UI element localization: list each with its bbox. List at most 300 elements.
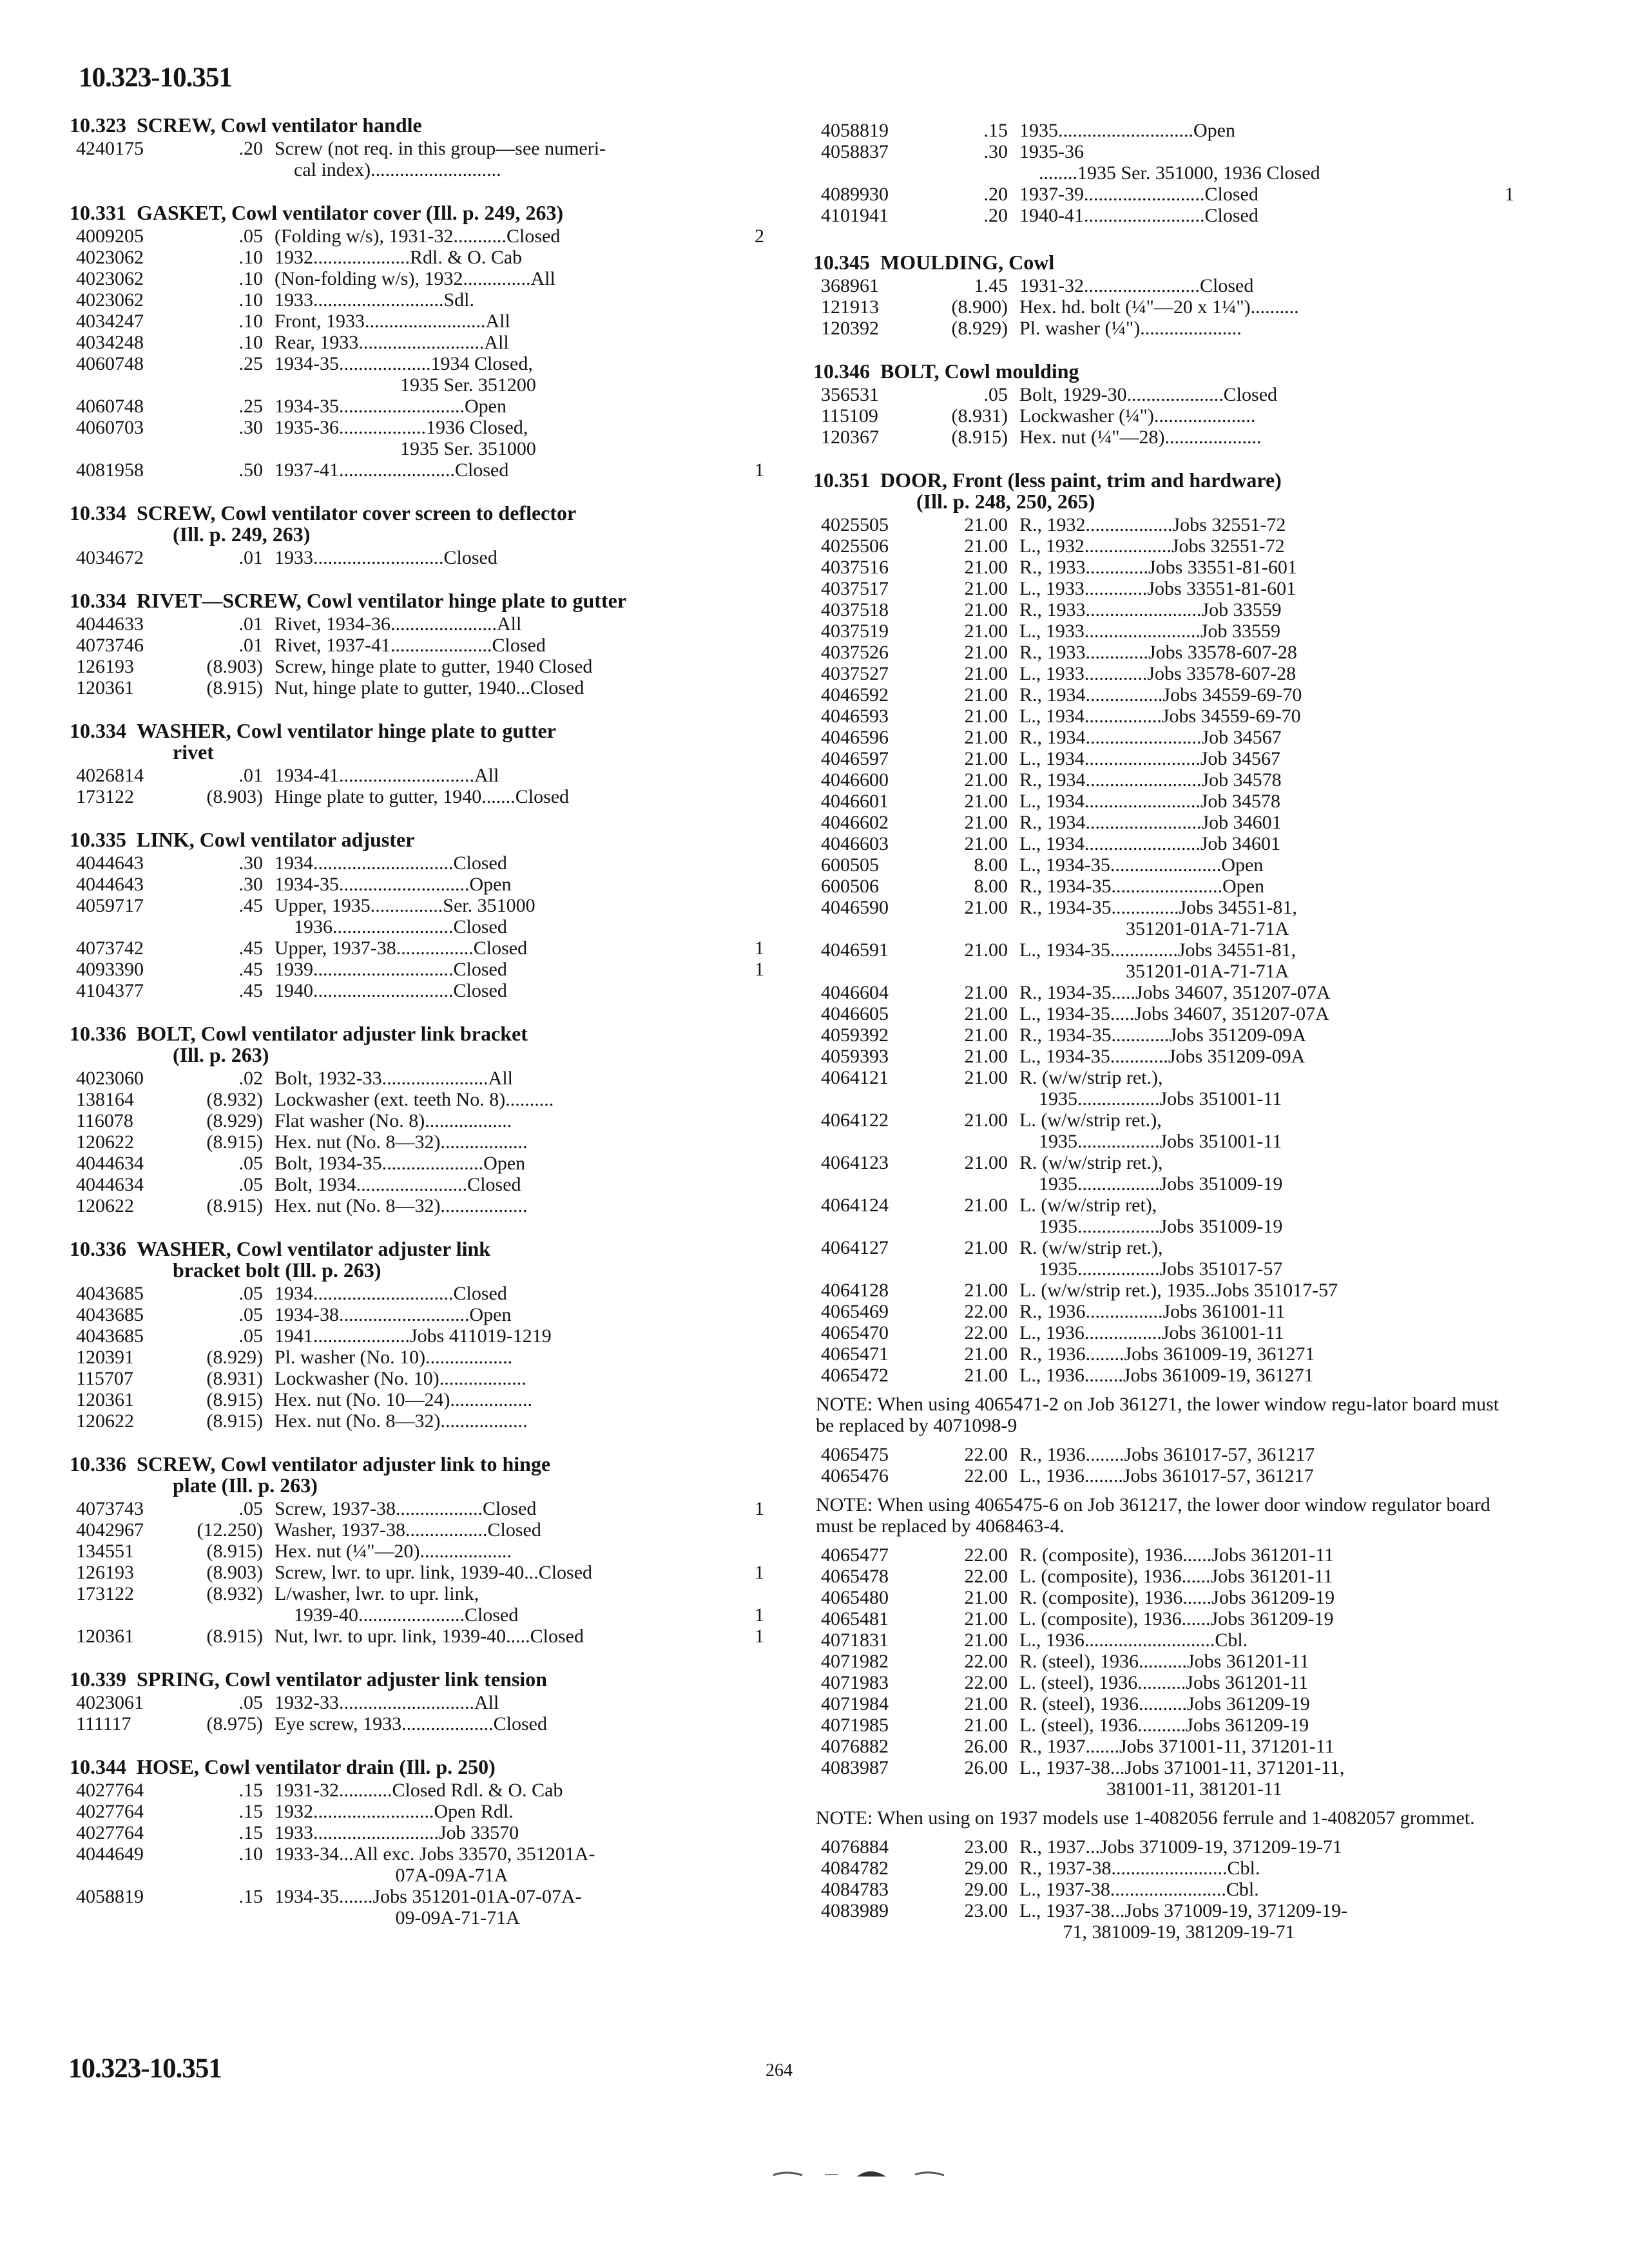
part-row <box>70 1325 824 1347</box>
description: R., 1936........Jobs 361017-57, 361217 <box>1019 1444 1315 1465</box>
description: Rivet, 1934-36......................All <box>275 613 522 635</box>
part-number: 4084782 <box>821 1858 889 1879</box>
section-number: 10.346 <box>813 360 870 383</box>
price: (8.929) <box>206 1347 263 1368</box>
part-number: 4093390 <box>76 959 144 980</box>
description: R., 1934-35............Jobs 351209-09A <box>1019 1024 1307 1046</box>
price: (8.915) <box>206 1410 263 1432</box>
description: Hex. nut (No. 8—32).................. <box>275 1195 528 1216</box>
price: .15 <box>238 1801 263 1822</box>
quantity <box>719 1886 764 1907</box>
part-row <box>70 1886 824 1907</box>
description: 1936.........................Closed <box>275 916 507 937</box>
description: 1933..........................Job 33570 <box>275 1822 519 1843</box>
part-number: 4042967 <box>76 1519 144 1541</box>
price: .20 <box>238 138 263 159</box>
part-row <box>813 620 1541 642</box>
part-number: 4044634 <box>76 1153 144 1174</box>
part-row <box>813 918 1541 939</box>
price: 21.00 <box>964 706 1008 727</box>
part-row <box>70 895 824 916</box>
part-number: 4027764 <box>76 1822 144 1843</box>
description: 381001-11, 381201-11 <box>1019 1778 1282 1800</box>
section-heading: SCREW, Cowl ventilator handle <box>137 113 422 137</box>
description: 1934.............................Closed <box>275 852 507 874</box>
description: (Folding w/s), 1931-32...........Closed <box>275 226 561 247</box>
description: 1939-40......................Closed <box>275 1604 519 1626</box>
catalog-section <box>70 1669 824 1735</box>
section-number: 10.344 <box>70 1755 126 1778</box>
section-number: 10.334 <box>70 719 126 742</box>
part-number: 4046593 <box>821 706 889 727</box>
quantity <box>719 1195 764 1216</box>
price: .10 <box>238 311 263 332</box>
quantity <box>719 656 764 677</box>
description: Hex. nut (¼"—20)................... <box>275 1541 512 1562</box>
price: .15 <box>238 1780 263 1801</box>
price: .45 <box>238 980 263 1001</box>
part-number: 120622 <box>76 1410 134 1432</box>
part-number: 111117 <box>76 1713 131 1735</box>
part-number: 356531 <box>821 384 879 405</box>
section-number: 10.335 <box>70 828 126 851</box>
catalog-section <box>70 1454 824 1647</box>
part-number: 115109 <box>821 405 878 427</box>
part-number: 4044643 <box>76 852 144 874</box>
part-number <box>813 1173 918 1195</box>
right-sections <box>813 252 1541 448</box>
price: 21.00 <box>964 1195 1008 1216</box>
description: R. (composite), 1936......Jobs 361209-19 <box>1019 1587 1335 1608</box>
quantity <box>1443 296 1514 318</box>
description: Pl. washer (No. 10).................. <box>275 1347 513 1368</box>
part-row <box>813 1693 1541 1715</box>
part-row <box>813 706 1541 727</box>
section-number: 10.334 <box>70 501 126 524</box>
part-number: 4064121 <box>821 1067 889 1088</box>
description: 1935.................Jobs 351001-11 <box>1019 1131 1282 1152</box>
quantity <box>719 1174 764 1195</box>
part-number: 4058819 <box>821 120 889 141</box>
section-heading: SCREW, Cowl ventilator cover screen to deflector <box>137 501 577 524</box>
part-number: 4058837 <box>821 141 889 162</box>
quantity: 1 <box>755 1498 764 1519</box>
part-number: 4025505 <box>821 514 889 535</box>
description: 1931-32...........Closed Rdl. & O. Cab <box>275 1780 563 1801</box>
description: Front, 1933.........................All <box>275 311 510 332</box>
description: 1933...........................Closed <box>275 547 497 568</box>
quantity <box>1443 120 1514 141</box>
part-row <box>70 247 824 268</box>
part-row <box>813 1778 1541 1800</box>
price: 21.00 <box>964 1587 1008 1608</box>
description: R., 1937.......Jobs 371001-11, 371201-11 <box>1019 1736 1335 1757</box>
description: 1940.............................Closed <box>275 980 507 1001</box>
part-row <box>813 1672 1541 1693</box>
quantity <box>719 1865 764 1886</box>
price: .05 <box>238 1692 263 1713</box>
part-number: 4064128 <box>821 1280 889 1301</box>
part-row <box>70 786 824 807</box>
price <box>918 961 1019 982</box>
description: L., 1937-38...Jobs 371009-19, 371209-19- <box>1019 1900 1348 1921</box>
price: 22.00 <box>964 1544 1008 1566</box>
description: L. (w/w/strip ret), <box>1019 1195 1157 1216</box>
description: R. (w/w/strip ret.), <box>1019 1152 1163 1173</box>
description: 1939.............................Closed <box>275 959 507 980</box>
catalog-section <box>70 720 824 807</box>
part-number: 4059393 <box>821 1046 889 1067</box>
price: 21.00 <box>964 1046 1008 1067</box>
part-number: 121913 <box>821 296 879 318</box>
quantity <box>719 895 764 916</box>
description: 07A-09A-71A <box>275 1865 508 1886</box>
price: 21.00 <box>964 982 1008 1003</box>
description: L., 1936........Jobs 361017-57, 361217 <box>1019 1465 1314 1486</box>
part-number: 4064124 <box>821 1195 889 1216</box>
price: .10 <box>238 268 263 289</box>
catalog-section <box>70 1756 824 1928</box>
part-row <box>813 1587 1541 1608</box>
price: .25 <box>238 353 263 374</box>
quantity <box>719 613 764 635</box>
section-heading-cont: (Ill. p. 263) <box>173 1043 269 1066</box>
description: 1934-35..........................Open <box>275 396 506 417</box>
description: 1941....................Jobs 411019-1219 <box>275 1325 552 1347</box>
part-number: 4043685 <box>76 1283 144 1304</box>
part-number: 4071831 <box>821 1629 889 1651</box>
description: L., 1934-35.......................Open <box>1019 854 1264 876</box>
quantity: 1 <box>755 459 764 481</box>
part-row <box>813 318 1541 339</box>
description: Screw (not req. in this group—see numeri- <box>275 138 606 159</box>
section-heading: WASHER, Cowl ventilator adjuster link <box>137 1237 491 1260</box>
part-row <box>70 1562 824 1583</box>
quantity <box>719 547 764 568</box>
part-row <box>70 1089 824 1110</box>
description: R. (steel), 1936..........Jobs 361201-11 <box>1019 1651 1309 1672</box>
description: R. (steel), 1936..........Jobs 361209-19 <box>1019 1693 1310 1715</box>
quantity <box>719 332 764 353</box>
description: 1932....................Rdl. & O. Cab <box>275 247 523 268</box>
part-number: 4083989 <box>821 1900 889 1921</box>
part-number: 4046605 <box>821 1003 889 1024</box>
quantity <box>719 1347 764 1368</box>
section-title <box>813 252 1541 273</box>
part-number: 4023062 <box>76 289 144 311</box>
quantity <box>719 677 764 698</box>
quantity <box>719 1110 764 1131</box>
description: Upper, 1935...............Ser. 351000 <box>275 895 535 916</box>
part-row <box>813 275 1541 296</box>
part-row <box>813 897 1541 918</box>
description: 09-09A-71-71A <box>275 1907 520 1928</box>
door-rows-2 <box>813 1444 1541 1486</box>
description: 1935-36..................1936 Closed, <box>275 417 528 438</box>
part-row <box>70 1195 824 1216</box>
price: .05 <box>238 1498 263 1519</box>
description: 1931-32........................Closed <box>1019 275 1254 296</box>
part-row <box>70 374 824 396</box>
price: (12.250) <box>197 1519 263 1541</box>
door-rows-3 <box>813 1544 1541 1800</box>
description: R. (w/w/strip ret.), <box>1019 1237 1163 1258</box>
price: 21.00 <box>964 1693 1008 1715</box>
part-number: 4043685 <box>76 1304 144 1325</box>
description: 1933...........................Sdl. <box>275 289 475 311</box>
price <box>173 1604 275 1626</box>
part-number: 126193 <box>76 1562 134 1583</box>
price: .05 <box>238 226 263 247</box>
part-number: 4065472 <box>821 1365 889 1386</box>
part-number: 4046590 <box>821 897 889 918</box>
description: Bolt, 1929-30....................Closed <box>1019 384 1278 405</box>
price: .10 <box>238 332 263 353</box>
part-row <box>70 547 824 568</box>
section-number: 10.336 <box>70 1452 126 1475</box>
quantity <box>719 1368 764 1389</box>
part-number <box>70 374 173 396</box>
door-rows-4 <box>813 1836 1541 1943</box>
description: L/washer, lwr. to upr. link, <box>275 1583 479 1604</box>
section-number: 10.336 <box>70 1022 126 1045</box>
part-row <box>70 1174 824 1195</box>
quantity <box>719 159 764 180</box>
part-number: 116078 <box>76 1110 133 1131</box>
description: R., 1936................Jobs 361001-11 <box>1019 1301 1286 1322</box>
part-number: 4027764 <box>76 1801 144 1822</box>
section-number: 10.345 <box>813 251 870 274</box>
description: L., 1934-35............Jobs 351209-09A <box>1019 1046 1306 1067</box>
part-number <box>813 961 918 982</box>
part-number: 4046596 <box>821 727 889 748</box>
part-number: 4076882 <box>821 1736 889 1757</box>
price <box>173 1907 275 1928</box>
part-row <box>813 1736 1541 1757</box>
description: L., 1934-35..............Jobs 34551-81, <box>1019 939 1296 961</box>
price: (8.932) <box>206 1089 263 1110</box>
part-number: 120622 <box>76 1195 134 1216</box>
part-number: 4025506 <box>821 535 889 557</box>
part-number: 4023062 <box>76 247 144 268</box>
description: 1935 Ser. 351200 <box>275 374 536 396</box>
part-number: 4084783 <box>821 1879 889 1900</box>
part-number: 4101941 <box>821 205 889 226</box>
part-number: 4023060 <box>76 1068 144 1089</box>
part-number: 4065481 <box>821 1608 889 1629</box>
price: .20 <box>983 205 1008 226</box>
quantity <box>719 1583 764 1604</box>
part-number: 4046601 <box>821 791 889 812</box>
price: 22.00 <box>964 1465 1008 1486</box>
quantity <box>719 311 764 332</box>
description: L., 1934........................Job 34567 <box>1019 748 1280 769</box>
right-column <box>813 120 1541 1965</box>
section-number: 10.331 <box>70 201 126 224</box>
description: cal index)........................... <box>275 159 501 180</box>
part-number: 4023061 <box>76 1692 144 1713</box>
part-number: 4009205 <box>76 226 144 247</box>
price: 22.00 <box>964 1322 1008 1343</box>
part-row <box>813 1879 1541 1900</box>
price: (8.915) <box>206 1389 263 1410</box>
price <box>918 1921 1019 1943</box>
part-row <box>813 1195 1541 1216</box>
description: Bolt, 1934-35.....................Open <box>275 1153 526 1174</box>
part-row <box>70 268 824 289</box>
price: .15 <box>238 1822 263 1843</box>
section-heading-cont: plate (Ill. p. 263) <box>173 1474 318 1497</box>
part-number: 4046597 <box>821 748 889 769</box>
part-row <box>813 1131 1541 1152</box>
catalog-section <box>70 1238 824 1432</box>
quantity <box>719 1410 764 1432</box>
price: .10 <box>238 1843 263 1865</box>
part-number <box>70 438 173 459</box>
price: .05 <box>238 1153 263 1174</box>
description: L., 1933.............Jobs 33551-81-601 <box>1019 578 1296 599</box>
part-number: 120391 <box>76 1347 134 1368</box>
part-number: 4037526 <box>821 642 889 663</box>
price: (8.915) <box>206 1195 263 1216</box>
description: R., 1933........................Job 33559 <box>1019 599 1282 620</box>
price: 22.00 <box>964 1444 1008 1465</box>
price: (8.915) <box>206 1131 263 1153</box>
quantity <box>1443 405 1514 427</box>
price: 21.00 <box>964 684 1008 706</box>
part-number: 4081958 <box>76 459 144 481</box>
part-row <box>70 1498 824 1519</box>
price: 21.00 <box>964 535 1008 557</box>
quantity <box>719 635 764 656</box>
part-number <box>813 1778 918 1800</box>
price: (8.915) <box>951 427 1008 448</box>
part-number: 4026814 <box>76 765 144 786</box>
price <box>173 159 275 180</box>
description: L. (steel), 1936..........Jobs 361201-11 <box>1019 1672 1309 1693</box>
section-door-front <box>813 470 1541 1943</box>
description: 1935.................Jobs 351009-19 <box>1019 1173 1283 1195</box>
part-row <box>70 138 824 159</box>
part-row <box>70 1153 824 1174</box>
description: Hex. nut (No. 8—32).................. <box>275 1131 528 1153</box>
description: Screw, 1937-38..................Closed <box>275 1498 537 1519</box>
part-row <box>813 184 1541 205</box>
description: R., 1936........Jobs 361009-19, 361271 <box>1019 1343 1315 1365</box>
part-row <box>813 1343 1541 1365</box>
price: 21.00 <box>964 1110 1008 1131</box>
section-heading: SCREW, Cowl ventilator adjuster link to hinge <box>137 1452 551 1475</box>
part-number: 4073746 <box>76 635 144 656</box>
description: L., 1934................Jobs 34559-69-70 <box>1019 706 1301 727</box>
price: 21.00 <box>964 642 1008 663</box>
note-1: NOTE: When using 4065471-2 on Job 361271, the lower window regu-lator board must be replaced by 4071098-9 <box>816 1394 1499 1436</box>
price: 21.00 <box>964 1024 1008 1046</box>
part-number: 4071985 <box>821 1715 889 1736</box>
part-row <box>813 1216 1541 1237</box>
part-number: 4023062 <box>76 268 144 289</box>
description: Washer, 1937-38.................Closed <box>275 1519 541 1541</box>
description: Hinge plate to gutter, 1940.......Closed <box>275 786 570 807</box>
part-row <box>70 874 824 895</box>
quantity: 1 <box>755 1604 764 1626</box>
part-number: 4071983 <box>821 1672 889 1693</box>
quantity <box>719 1283 764 1304</box>
description: Hex. hd. bolt (¼"—20 x 1¼").......... <box>1019 296 1299 318</box>
description: Bolt, 1934.......................Closed <box>275 1174 521 1195</box>
section-title <box>70 720 824 763</box>
part-row <box>813 791 1541 812</box>
quantity <box>719 417 764 438</box>
part-number: 4043685 <box>76 1325 144 1347</box>
price <box>918 1216 1019 1237</box>
part-number: 120367 <box>821 427 879 448</box>
price: (8.929) <box>951 318 1008 339</box>
part-row <box>70 1110 824 1131</box>
note-2: NOTE: When using 4065475-6 on Job 361217, the lower door window regulator board must be replaced by 4068463-4. <box>816 1494 1490 1537</box>
part-row <box>70 1068 824 1089</box>
description: 1934-35...........................Open <box>275 874 512 895</box>
price: .30 <box>238 852 263 874</box>
part-row <box>813 1858 1541 1879</box>
price: .15 <box>983 120 1008 141</box>
section-heading: LINK, Cowl ventilator adjuster <box>137 828 415 851</box>
price: .30 <box>238 417 263 438</box>
page-footer: 10.323-10.351 <box>68 2053 222 2084</box>
description: R., 1933.............Jobs 33551-81-601 <box>1019 557 1297 578</box>
part-number: 4065476 <box>821 1465 889 1486</box>
part-number: 120361 <box>76 1389 134 1410</box>
section-heading-cont: bracket bolt (Ill. p. 263) <box>173 1258 381 1282</box>
part-number: 120392 <box>821 318 879 339</box>
page-number: 264 <box>766 2061 793 2081</box>
part-row <box>813 1280 1541 1301</box>
description: R. (composite), 1936......Jobs 361201-11 <box>1019 1544 1335 1566</box>
part-row <box>70 1626 824 1647</box>
price: .01 <box>238 765 263 786</box>
quantity <box>1443 141 1514 162</box>
part-row <box>70 980 824 1001</box>
price: 21.00 <box>964 1280 1008 1301</box>
price <box>173 438 275 459</box>
description: 1934-35.......Jobs 351201-01A-07-07A- <box>275 1886 582 1907</box>
description: 1935 Ser. 351000 <box>275 438 536 459</box>
part-row <box>813 384 1541 405</box>
price: .30 <box>983 141 1008 162</box>
description: Screw, hinge plate to gutter, 1940 Closed <box>275 656 593 677</box>
description: 1932.........................Open Rdl. <box>275 1801 514 1822</box>
quantity <box>719 1692 764 1713</box>
part-number <box>813 1216 918 1237</box>
section-title <box>813 361 1541 382</box>
description: R., 1934-35..............Jobs 34551-81, <box>1019 897 1297 918</box>
door-rows <box>813 514 1541 1386</box>
part-row <box>70 1519 824 1541</box>
description: L. (steel), 1936..........Jobs 361209-19 <box>1019 1715 1309 1736</box>
part-number: 4044634 <box>76 1174 144 1195</box>
section-number: 10.339 <box>70 1667 126 1691</box>
part-number: 4037527 <box>821 663 889 684</box>
price: 21.00 <box>964 939 1008 961</box>
part-row <box>813 1322 1541 1343</box>
part-row <box>813 120 1541 141</box>
part-number <box>813 1088 918 1110</box>
part-row <box>813 1715 1541 1736</box>
section-number: 10.323 <box>70 113 126 137</box>
part-number: 4065471 <box>821 1343 889 1365</box>
price: .30 <box>238 874 263 895</box>
price: 26.00 <box>964 1757 1008 1778</box>
